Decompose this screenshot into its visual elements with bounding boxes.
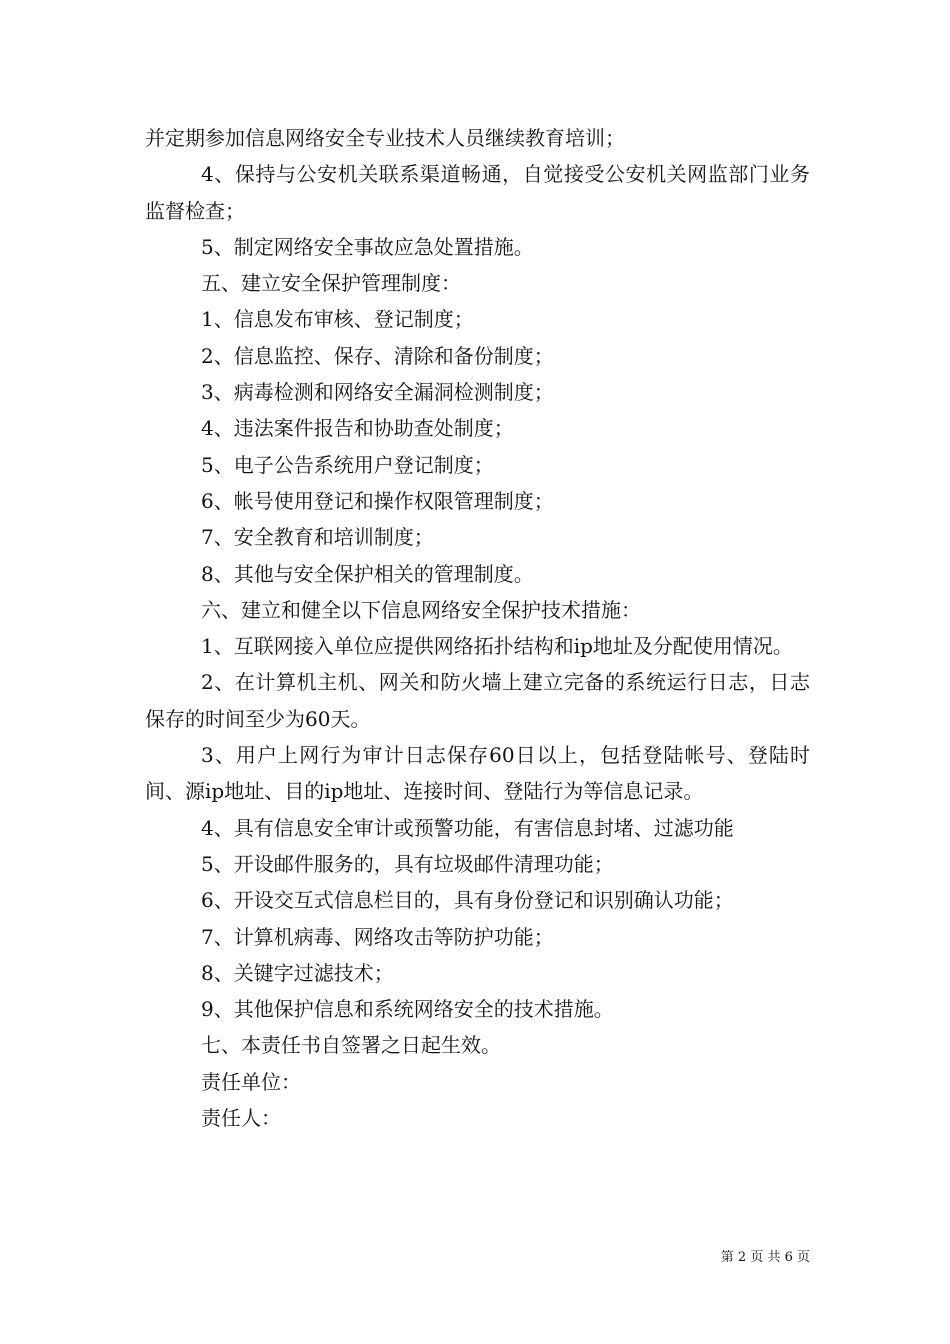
paragraph-item: 3、用户上网行为审计日志保存60日以上，包括登陆帐号、登陆时间、源ip地址、目的ip地址、连接时间、登陆行为等信息记录。 <box>145 743 810 804</box>
page-number-footer: 第 2 页 共 6 页 <box>720 1250 810 1265</box>
paragraph-item: 5、电子公告系统用户登记制度； <box>201 452 494 477</box>
section-heading-5: 五、建立安全保护管理制度： <box>201 271 461 296</box>
paragraph-item: 4、具有信息安全审计或预警功能，有害信息封堵、过滤功能 <box>201 815 734 840</box>
section-heading-6: 六、建立和健全以下信息网络安全保护技术措施： <box>201 597 641 622</box>
signature-unit-label: 责任单位： <box>201 1069 301 1094</box>
paragraph-item: 8、关键字过滤技术； <box>201 960 394 985</box>
paragraph-item: 1、信息发布审核、登记制度； <box>201 307 474 332</box>
paragraph-item: 6、帐号使用登记和操作权限管理制度； <box>201 488 554 513</box>
paragraph-item: 2、在计算机主机、网关和防火墙上建立完备的系统运行日志，日志保存的时间至少为60天。 <box>145 670 810 731</box>
paragraph-item: 2、信息监控、保存、清除和备份制度； <box>201 343 554 368</box>
document-body <box>145 120 810 1136</box>
paragraph-item: 9、其他保护信息和系统网络安全的技术措施。 <box>201 997 614 1022</box>
paragraph-item: 5、开设邮件服务的，具有垃圾邮件清理功能； <box>201 851 614 876</box>
paragraph-item: 7、计算机病毒、网络攻击等防护功能； <box>201 924 554 949</box>
paragraph-item-4: 4、保持与公安机关联系渠道畅通，自觉接受公安机关网监部门业务监督检查； <box>145 162 810 223</box>
paragraph-item: 7、安全教育和培训制度； <box>201 525 434 550</box>
paragraph-item-5: 5、制定网络安全事故应急处置措施。 <box>201 234 534 259</box>
paragraph-item: 8、其他与安全保护相关的管理制度。 <box>201 561 534 586</box>
signature-person-label: 责任人： <box>201 1106 281 1131</box>
section-heading-7: 七、本责任书自签署之日起生效。 <box>201 1033 501 1058</box>
paragraph-item: 4、违法案件报告和协助查处制度； <box>201 416 514 441</box>
paragraph-item: 6、开设交互式信息栏目的，具有身份登记和识别确认功能； <box>201 888 734 913</box>
paragraph-continuation: 并定期参加信息网络安全专业技术人员继续教育培训； <box>145 126 625 150</box>
paragraph-item: 3、病毒检测和网络安全漏洞检测制度； <box>201 380 554 405</box>
paragraph-item: 1、互联网接入单位应提供网络拓扑结构和ip地址及分配使用情况。 <box>201 634 793 659</box>
